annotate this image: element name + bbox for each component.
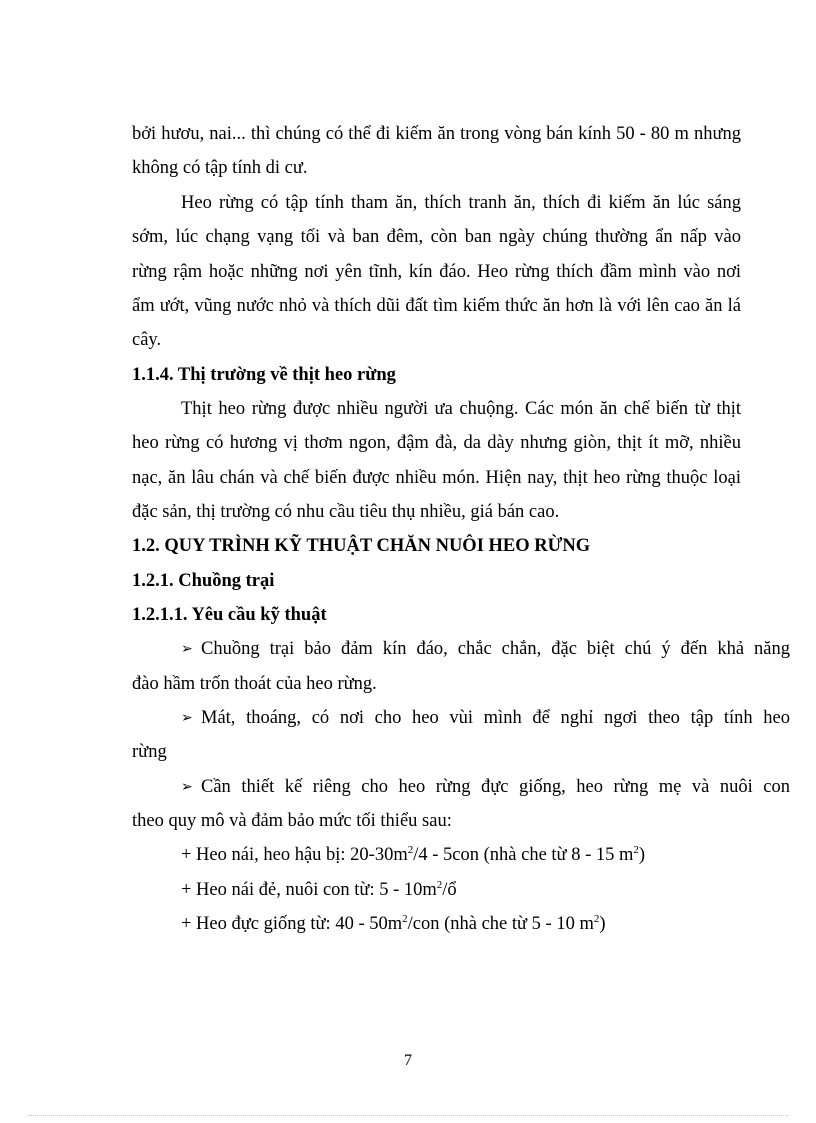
paragraph-line: Thịt heo rừng được nhiều người ưa chuộng. Các món ăn chế biến từ thịt [181,399,741,419]
requirement-item: + Heo nái đẻ, nuôi con từ: $5 - 10m^2/ổ$ [181,879,457,900]
chapter-heading: 1.2. QUY TRÌNH KỸ THUẬT CHĂN NUÔI HEO RỪNG [132,536,591,556]
arrow-bullet-icon: ➢ [181,779,193,795]
section-heading: 1.2.1. Chuồng trại [132,571,275,591]
subsection-heading: 1.2.1.1. Yêu cầu kỹ thuật [132,605,327,625]
bullet-item [181,775,790,799]
paragraph-line: bởi hươu, nai... thì chúng có thể đi kiếm ăn trong vòng bán kính 50 - 80 m nhưng [132,124,741,144]
paragraph-line: đặc sản, thị trường có nhu cầu tiêu thụ nhiều, giá bán cao. [132,502,560,522]
paragraph-line: sớm, lúc chạng vạng tối và ban đêm, còn ban ngày chúng thường ẩn nấp vào [132,227,741,247]
arrow-bullet-icon: ➢ [181,641,193,657]
paragraph-line: cây. [132,330,162,350]
paragraph-line: ẩm ướt, vũng nước nhỏ và thích dũi đất tìm kiếm thức ăn hơn là với lên cao ăn lá [132,296,741,316]
bullet-item [181,706,790,730]
page-bottom-divider [28,1115,788,1116]
paragraph-line: không có tập tính di cư. [132,158,308,178]
bullet-text: Mát, thoáng, có nơi cho heo vùi mình để nghỉ ngơi theo tập tính heo [201,708,790,728]
bullet-continuation: rừng [132,742,167,762]
page-number: 7 [404,1052,412,1069]
bullet-item [181,637,790,661]
superscript: 2 [593,913,600,925]
paragraph-line: heo rừng có hương vị thơm ngon, đậm đà, da dày nhưng giòn, thịt ít mỡ, nhiều [132,433,741,453]
paragraph-line: rừng rậm hoặc những nơi yên tĩnh, kín đáo. Heo rừng thích đầm mình vào nơi [132,262,741,282]
superscript: 2 [436,879,443,891]
section-heading: 1.1.4. Thị trường về thịt heo rừng [132,365,396,385]
bullet-continuation: theo quy mô và đảm bảo mức tối thiểu sau: [132,811,452,831]
superscript: 2 [402,913,408,925]
bullet-text: Cần thiết kế riêng cho heo rừng đực giống, heo rừng mẹ và nuôi con [201,777,790,797]
paragraph-line: Heo rừng có tập tính tham ăn, thích tranh ăn, thích đi kiếm ăn lúc sáng [181,193,741,213]
requirement-item: + Heo nái, heo hậu bị: $20-30m^2/4 - 5con$ (nhà che từ 8 - 15 $m^2$) [181,844,646,865]
paragraph-line: nạc, ăn lâu chán và chế biến được nhiều món. Hiện nay, thịt heo rừng thuộc loại [132,468,741,488]
bullet-text: Chuồng trại bảo đảm kín đáo, chắc chắn, đặc biệt chú ý đến khả năng [201,639,790,659]
superscript: 2 [407,844,414,856]
requirement-item: + Heo đực giống từ: $40 - 50m^2$/con (nhà che từ 5 - 10 $m^2$) [181,913,606,934]
superscript: 2 [633,844,639,856]
arrow-bullet-icon: ➢ [181,710,193,726]
bullet-continuation: đào hầm trốn thoát của heo rừng. [132,674,377,694]
